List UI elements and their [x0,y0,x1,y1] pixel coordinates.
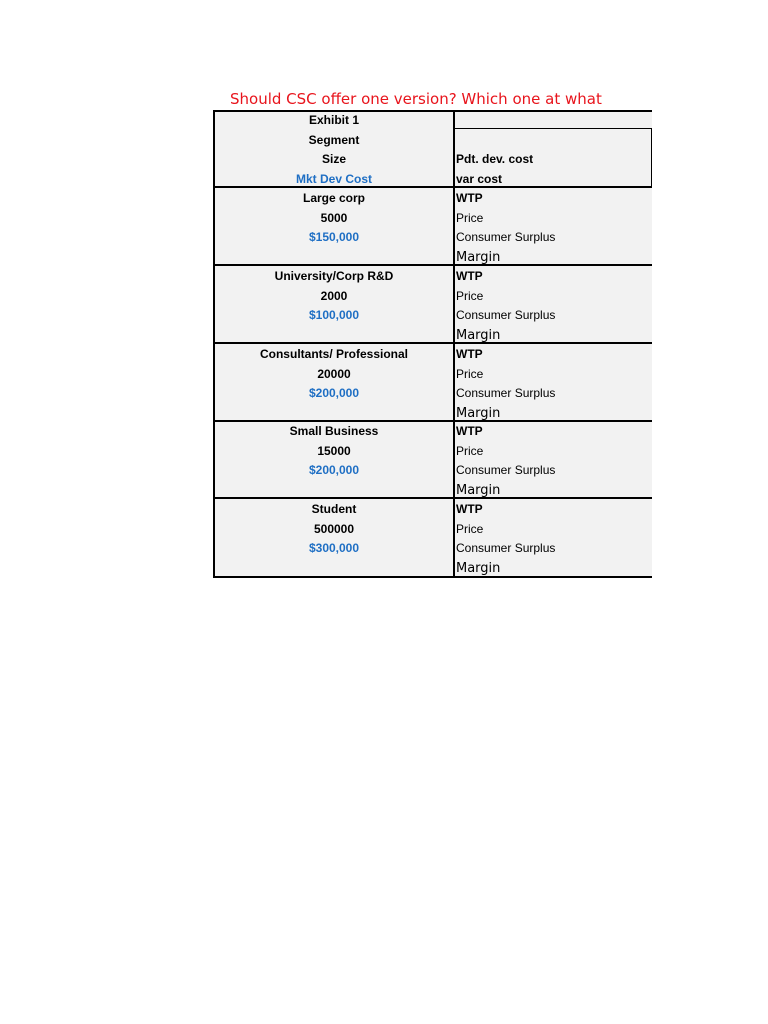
var-cost-label: var cost [456,171,503,186]
wtp-label: WTP [456,269,483,283]
segment-name: University/Corp R&D [274,269,394,283]
segment-cost: $100,000 [308,308,360,322]
segment-cell-university[interactable] [215,267,453,326]
row-divider [213,264,652,266]
size-label: Size [321,152,346,166]
consumer-surplus-label: Consumer Surplus [456,463,556,477]
segment-size: 20000 [317,366,351,381]
segment-name: Small Business [289,424,379,438]
segment-cost: $200,000 [308,463,360,477]
margin-label: Margin [456,249,501,265]
exhibit-label: Exhibit 1 [308,113,359,127]
price-label: Price [456,521,484,536]
consumer-surplus-label: Consumer Surplus [456,386,556,400]
exhibit-table [213,110,652,578]
wtp-label: WTP [456,347,483,361]
segment-cost: $150,000 [308,230,360,244]
metrics-cell-large-corp[interactable] [456,189,651,267]
row-divider [213,497,652,499]
segment-cell-consultants[interactable] [215,345,453,404]
margin-label: Margin [456,482,501,498]
metrics-cell-university[interactable] [456,267,651,345]
consumer-surplus-label: Consumer Surplus [456,230,556,244]
metrics-cell-small-business[interactable] [456,422,651,500]
row-divider [213,186,652,188]
segment-cost: $200,000 [308,386,360,400]
pdt-dev-cost-label: Pdt. dev. cost [456,152,534,166]
segment-cell-small-business[interactable] [215,422,453,481]
margin-label: Margin [456,327,501,343]
wtp-label: WTP [456,424,483,438]
price-label: Price [456,366,484,381]
metrics-cell-student[interactable] [456,500,651,578]
segment-cell-large-corp[interactable] [215,189,453,248]
margin-label: Margin [456,560,501,576]
header-left-cell[interactable] [215,111,453,189]
price-label: Price [456,443,484,458]
row-divider [213,342,652,344]
segment-label: Segment [308,132,360,147]
segment-name: Large corp [302,191,365,205]
segment-name: Student [311,502,357,516]
price-label: Price [456,288,484,303]
segment-name: Consultants/ Professional [259,347,409,361]
consumer-surplus-label: Consumer Surplus [456,541,556,555]
segment-size: 15000 [317,443,351,458]
segment-size: 5000 [320,210,348,225]
header-right-cell[interactable] [456,150,651,189]
segment-size: 2000 [320,288,348,303]
margin-label: Margin [456,405,501,421]
price-label: Price [456,210,484,225]
wtp-label: WTP [456,502,483,516]
consumer-surplus-label: Consumer Surplus [456,308,556,322]
wtp-label: WTP [456,191,483,205]
segment-cell-student[interactable] [215,500,453,559]
segment-cost: $300,000 [308,541,360,555]
page-title: Should CSC offer one version? Which one at what [230,90,602,108]
mkt-dev-cost-label: Mkt Dev Cost [295,171,372,186]
segment-size: 500000 [313,521,355,536]
metrics-cell-consultants[interactable] [456,345,651,423]
